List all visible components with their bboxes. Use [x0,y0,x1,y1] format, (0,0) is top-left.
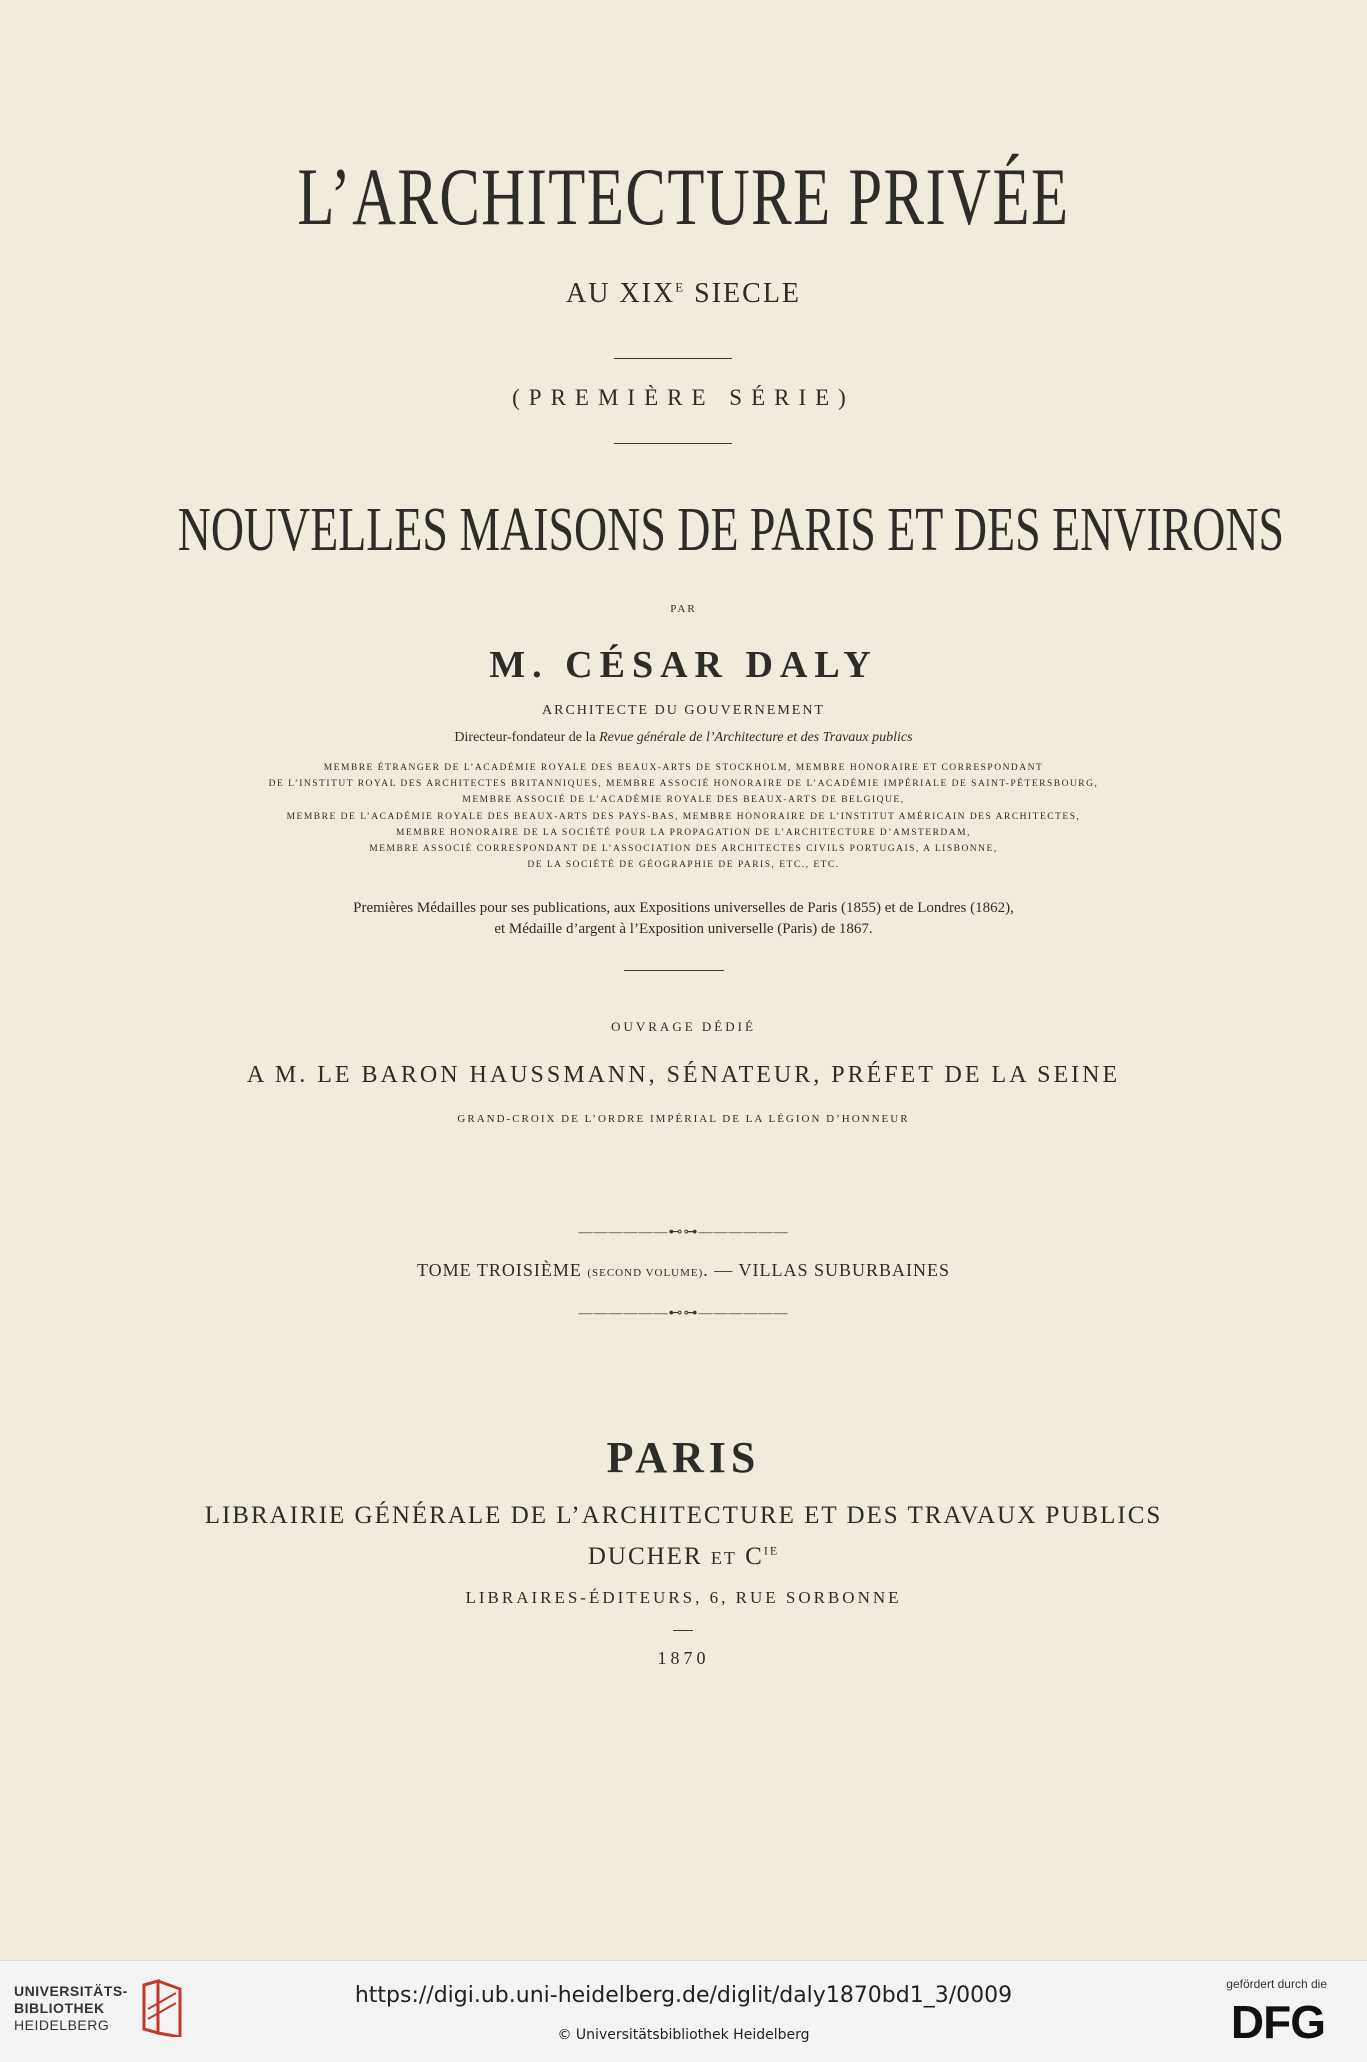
subtitle-rest: SIECLE [685,278,802,309]
publisher-name: LIBRAIRIE GÉNÉRALE DE L’ARCHITECTURE ET DES TRAVAUX PUBLICS [204,1502,1163,1529]
book-title: L’ARCHITECTURE PRIVÉE [297,151,1070,242]
divider-rule [614,443,732,444]
funding-note: gefördert durch die [1226,1977,1327,1991]
author-name: M. CÉSAR DALY [489,644,878,686]
memberships-block [0,760,1367,873]
membership-line: DE LA SOCIÉTÉ DE GÉOGRAPHIE DE PARIS, ETC., ETC. [527,860,840,871]
publisher-firm [0,1543,1367,1571]
logo-line: UNIVERSITÄTS- [14,1983,128,1999]
medals-line: Premières Médailles pour ses publications, aux Expositions universelles de Paris (1855) et de Londres (1862), [353,900,1014,916]
logo-line: BIBLIOTHEK [14,2000,105,2016]
by-label: PAR [670,603,697,615]
ducher-main: DUCHER [587,1543,711,1570]
logo-line: HEIDELBERG [14,2017,110,2033]
ducher-superscript: IE [763,1543,780,1558]
dedicatee: A M. LE BARON HAUSSMANN, SÉNATEUR, PRÉFET DE LA SEINE [246,1062,1121,1088]
director-journal: Revue générale de l’Architecture et des Travaux publics [599,730,913,745]
ornament-divider: ——————⊷⊶—————— [578,1306,789,1321]
divider-rule [673,1630,693,1631]
subtitle-superscript: E [675,279,686,295]
publisher-address: LIBRAIRES-ÉDITEURS, 6, RUE SORBONNE [465,1588,902,1607]
medals-block [0,898,1367,940]
viewer-footer [0,1960,1367,2062]
copyright-notice: © Universitätsbibliothek Heidelberg [557,2027,810,2043]
membership-line: MEMBRE ASSOCIÉ DE L’ACADÉMIE ROYALE DES BEAUX-ARTS DE BELGIQUE, [462,795,905,806]
divider-rule [624,970,724,971]
subtitle-main: AU XIX [565,278,676,309]
main-title: NOUVELLES MAISONS DE PARIS ET DES ENVIRONS [177,496,1285,564]
volume-line [0,1260,1367,1281]
book-subtitle [0,278,1367,310]
ducher-et: ET [710,1548,737,1568]
tome-volume: (SECOND VOLUME) [587,1267,704,1279]
divider-rule [614,358,732,359]
membership-line: MEMBRE ÉTRANGER DE L’ACADÉMIE ROYALE DES BEAUX-ARTS DE STOCKHOLM, MEMBRE HONORAIRE ET CORRESPONDANT [323,763,1044,773]
membership-line: MEMBRE DE L’ACADÉMIE ROYALE DES BEAUX-ARTS DES PAYS-BAS, MEMBRE HONORAIRE DE L’INSTITUT AMÉRICAIN DES ARCHITECTES, [286,811,1081,822]
ducher-c: C [736,1543,764,1570]
tome-main: TOME TROISIÈME [417,1260,588,1280]
membership-line: MEMBRE HONORAIRE DE LA SOCIÉTÉ POUR LA PROPAGATION DE L’ARCHITECTURE D’AMSTERDAM, [396,827,971,838]
ornament-divider: ——————⊷⊶—————— [578,1225,789,1240]
membership-line: DE L’INSTITUT ROYAL DES ARCHITECTES BRITANNIQUES, MEMBRE ASSOCIÉ HONORAIRE DE L’ACADÉMIE IMPÉRIALE DE SAINT-PÉTERSBOURG, [268,779,1099,790]
tome-rest: . — VILLAS SUBURBAINES [703,1260,950,1280]
permalink-url[interactable]: https://digi.ub.uni-heidelberg.de/diglit/daly1870bd1_3/0009 [354,1983,1013,2008]
director-prefix: Directeur-fondateur de la [454,730,600,745]
dedicatee-honor: GRAND-CROIX DE L’ORDRE IMPÉRIAL DE LA LÉGION D’HONNEUR [457,1113,910,1125]
membership-line: MEMBRE ASSOCIÉ CORRESPONDANT DE L’ASSOCIATION DES ARCHITECTES CIVILS PORTUGAIS, A LISBONNE, [369,844,998,855]
medals-line: et Médaille d’argent à l’Exposition universelle (Paris) de 1867. [494,921,873,937]
author-role: ARCHITECTE DU GOUVERNEMENT [542,703,825,718]
publication-year: 1870 [657,1648,710,1668]
dedication-label: OUVRAGE DÉDIÉ [611,1019,756,1034]
series-label: (PREMIÈRE SÉRIE) [512,385,855,410]
imprint-city: PARIS [606,1433,761,1482]
author-director-line [0,730,1367,746]
dfg-logo[interactable]: DFG [1230,1996,1325,2048]
